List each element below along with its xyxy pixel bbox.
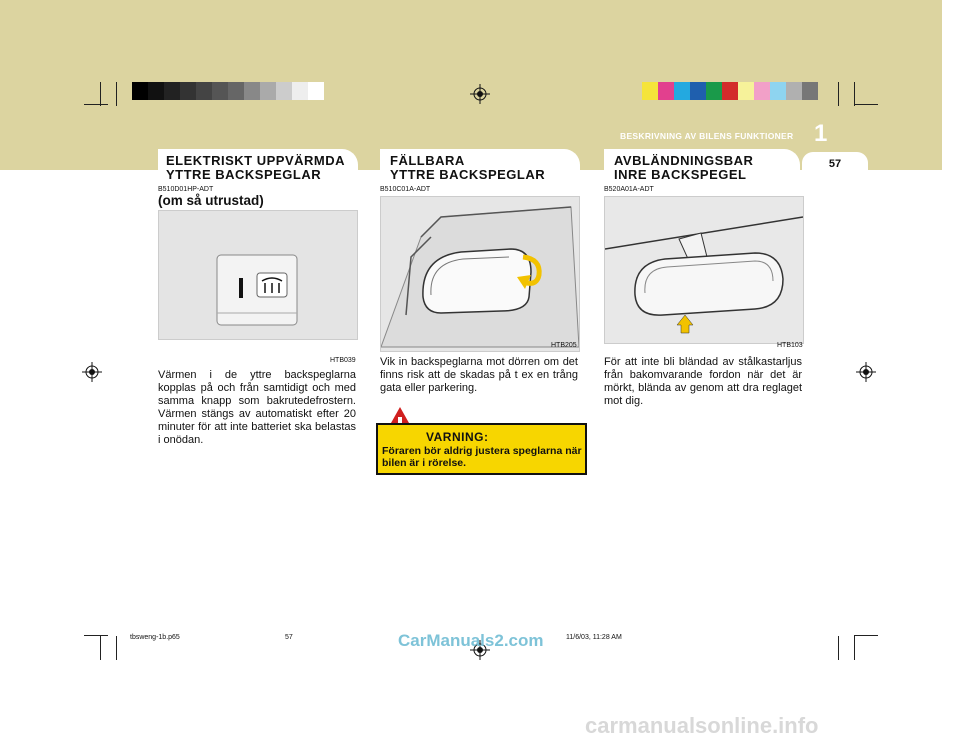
- calibration-swatch: [308, 82, 324, 100]
- calibration-swatch: [196, 82, 212, 100]
- crop-mark: [854, 635, 878, 636]
- registration-mark-icon: [856, 362, 876, 382]
- crop-mark: [838, 636, 839, 660]
- tab-title-heated-mirrors: ELEKTRISKT UPPVÄRMDA YTTRE BACKSPEGLAR: [166, 153, 346, 182]
- figure-rearview-mirror: [604, 196, 804, 344]
- crop-mark: [854, 104, 878, 105]
- footer-page: 57: [285, 634, 293, 641]
- warning-text: Föraren bör aldrig justera speglarna när bilen är i rörelse.: [382, 445, 582, 469]
- watermark-carmanuals2[interactable]: CarManuals2.com: [398, 631, 544, 650]
- chapter-number: 1: [814, 120, 828, 147]
- body-text-dimming-mirror: För att inte bli bländad av stålkastarljus från bakomvarande fordon när det är mörkt, blända av genom att dra reglaget mot dig.: [604, 356, 802, 407]
- calibration-swatch: [244, 82, 260, 100]
- crop-mark: [116, 82, 117, 106]
- calibration-swatch: [212, 82, 228, 100]
- tab-title-dimming-mirror: AVBLÄNDNINGSBAR INRE BACKSPEGEL: [614, 153, 754, 182]
- footer-timestamp: 11/6/03, 11:28 AM: [566, 634, 622, 641]
- crop-mark: [116, 636, 117, 660]
- figure-label: HTB103: [777, 342, 803, 349]
- calibration-swatch: [802, 82, 818, 100]
- color-calibration-strip: [642, 82, 818, 100]
- section-code: B520A01A-ADT: [604, 186, 654, 193]
- registration-mark-icon: [82, 362, 102, 382]
- calibration-swatch: [260, 82, 276, 100]
- calibration-swatch: [228, 82, 244, 100]
- calibration-swatch: [738, 82, 754, 100]
- calibration-swatch: [754, 82, 770, 100]
- calibration-swatch: [690, 82, 706, 100]
- figure-defroster-switch: [158, 210, 358, 340]
- section-header: BESKRIVNING AV BILENS FUNKTIONER: [620, 131, 794, 141]
- calibration-swatch: [706, 82, 722, 100]
- calibration-swatch: [148, 82, 164, 100]
- figure-label: HTB039: [330, 357, 356, 364]
- footer-filename: tbsweng-1b.p65: [130, 634, 180, 641]
- crop-mark: [100, 636, 101, 660]
- warning-box: [376, 423, 587, 475]
- calibration-swatch: [292, 82, 308, 100]
- watermark-carmanualsonline[interactable]: carmanualsonline.info: [585, 713, 819, 738]
- figure-folding-mirror: [380, 196, 580, 352]
- crop-mark: [854, 82, 855, 106]
- calibration-swatch: [770, 82, 786, 100]
- registration-mark-icon: [470, 84, 490, 104]
- calibration-swatch: [642, 82, 658, 100]
- crop-mark: [854, 636, 855, 660]
- calibration-swatch: [674, 82, 690, 100]
- body-text-folding-mirrors: Vik in backspeglarna mot dörren om det finns risk att de skadas på t ex en trång gata eller parkering.: [380, 356, 578, 394]
- section-code: B510D01HP-ADT: [158, 186, 214, 193]
- subhead-optional: (om så utrustad): [158, 193, 264, 208]
- crop-mark: [84, 635, 108, 636]
- crop-mark: [84, 104, 108, 105]
- calibration-swatch: [132, 82, 148, 100]
- tab-title-folding-mirrors: FÄLLBARA YTTRE BACKSPEGLAR: [390, 153, 546, 182]
- page-number: 57: [802, 152, 868, 174]
- calibration-swatch: [786, 82, 802, 100]
- section-code: B510C01A-ADT: [380, 186, 431, 193]
- calibration-swatch: [164, 82, 180, 100]
- crop-mark: [838, 82, 839, 106]
- figure-label: HTB205: [551, 342, 577, 349]
- calibration-swatch: [276, 82, 292, 100]
- calibration-swatch: [722, 82, 738, 100]
- calibration-swatch: [658, 82, 674, 100]
- body-text-heated-mirrors: Värmen i de yttre backspeglarna kopplas på och från samtidigt och med samma knapp som bakrutedefrostern. Värmen stängs av automatiskt efter 20 minuter för att inte batteriet ska belastas i onödan.: [158, 369, 356, 446]
- calibration-swatch: [180, 82, 196, 100]
- crop-mark: [100, 82, 101, 106]
- grayscale-calibration-strip: [132, 82, 324, 100]
- warning-title: VARNING:: [426, 430, 489, 444]
